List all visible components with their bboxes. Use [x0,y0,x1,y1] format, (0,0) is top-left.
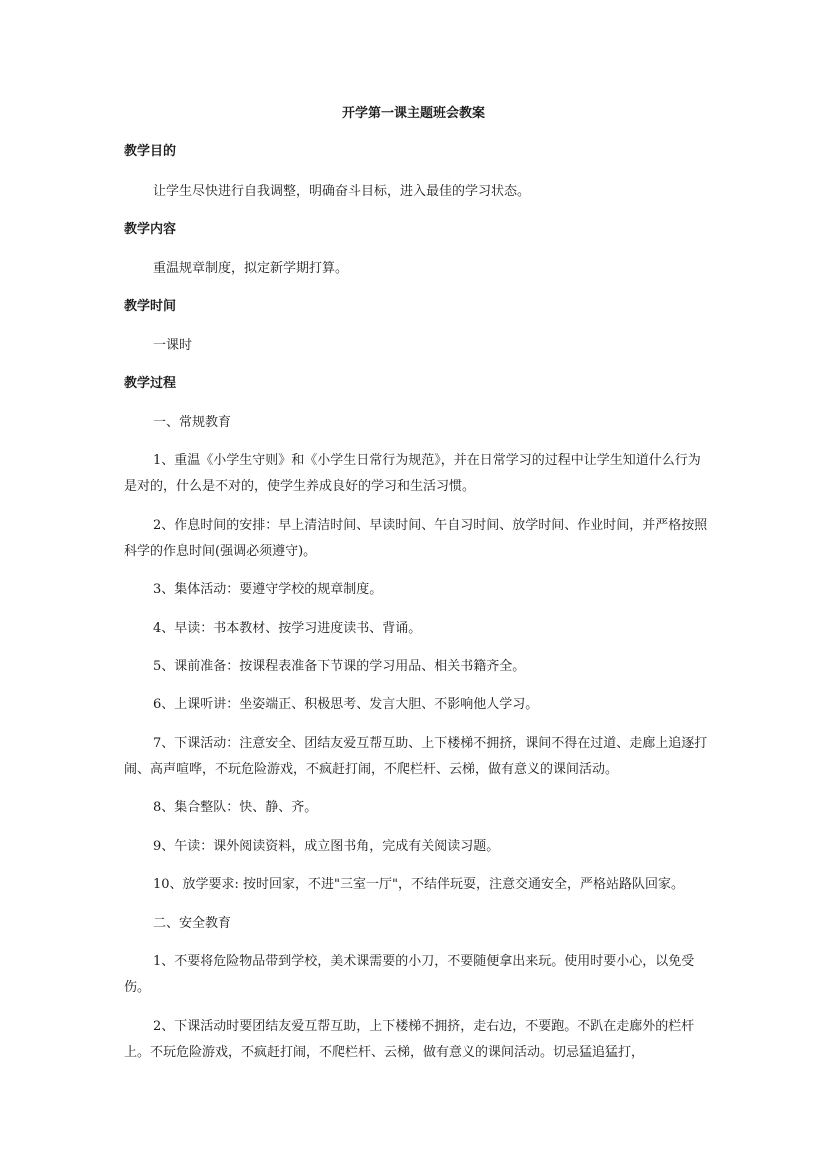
paragraph-teaching-content: 重温规章制度，拟定新学期打算。 [153,261,349,276]
subheading-routine-education: 一、常规教育 [153,415,232,430]
process-item: 4、早读：书本教材、按学习进度读书、背诵。 [153,621,422,636]
document-title: 开学第一课主题班会教案 [341,106,485,121]
heading-teaching-time: 教学时间 [124,299,177,314]
heading-teaching-process: 教学过程 [124,376,177,391]
paragraph-teaching-purpose: 让学生尽快进行自我调整，明确奋斗目标，进入最佳的学习状态。 [153,184,531,199]
process-item: 5、课前准备：按课程表准备下节课的学习用品、相关书籍齐全。 [153,659,526,674]
process-item: 7、下课活动：注意安全、团结友爱互帮互助、上下楼梯不拥挤，课间不得在过道、走廊上追逐打闹、高声喧哗，不玩危险游戏，不疯赶打闹，不爬栏杆、云梯，做有意义的课间活动。 [124,736,708,777]
process-item: 1、重温《小学生守则》和《小学生日常行为规范》，并在日常学习的过程中让学生知道什么行为是对的，什么是不对的，使学生养成良好的学习和生活习惯。 [124,453,701,494]
process-item: 3、集体活动：要遵守学校的规章制度。 [153,582,383,597]
subheading-safety-education: 二、安全教育 [153,916,232,931]
heading-teaching-content: 教学内容 [124,222,177,237]
process-item: 6、上课听讲：坐姿端正、积极思考、发言大胆、不影响他人学习。 [153,697,539,712]
heading-teaching-purpose: 教学目的 [124,144,177,159]
process-item: 1、不要将危险物品带到学校，美术课需要的小刀，不要随便拿出来玩。使用时要小心，以免受伤。 [124,954,695,995]
process-item: 9、午读：课外阅读资料，成立图书角，完成有关阅读习题。 [153,839,500,854]
process-item: 2、下课活动时要团结友爱互帮互助，上下楼梯不拥挤，走右边，不要跑。不趴在走廊外的栏杆上。不玩危险游戏，不疯赶打闹，不爬栏杆、云梯，做有意义的课间活动。切忌猛追猛打， [124,1019,695,1060]
process-item: 10、放学要求: 按时回家，不进"三室一厅"，不结伴玩耍，注意交通安全，严格站路队回家。 [153,877,685,892]
process-item: 8、集合整队：快、静、齐。 [153,800,318,815]
process-item: 2、作息时间的安排：早上清洁时间、早读时间、午自习时间、放学时间、作业时间，并严格按照科学的作息时间(强调必须遵守)。 [124,518,708,559]
paragraph-teaching-time: 一课时 [153,338,193,353]
